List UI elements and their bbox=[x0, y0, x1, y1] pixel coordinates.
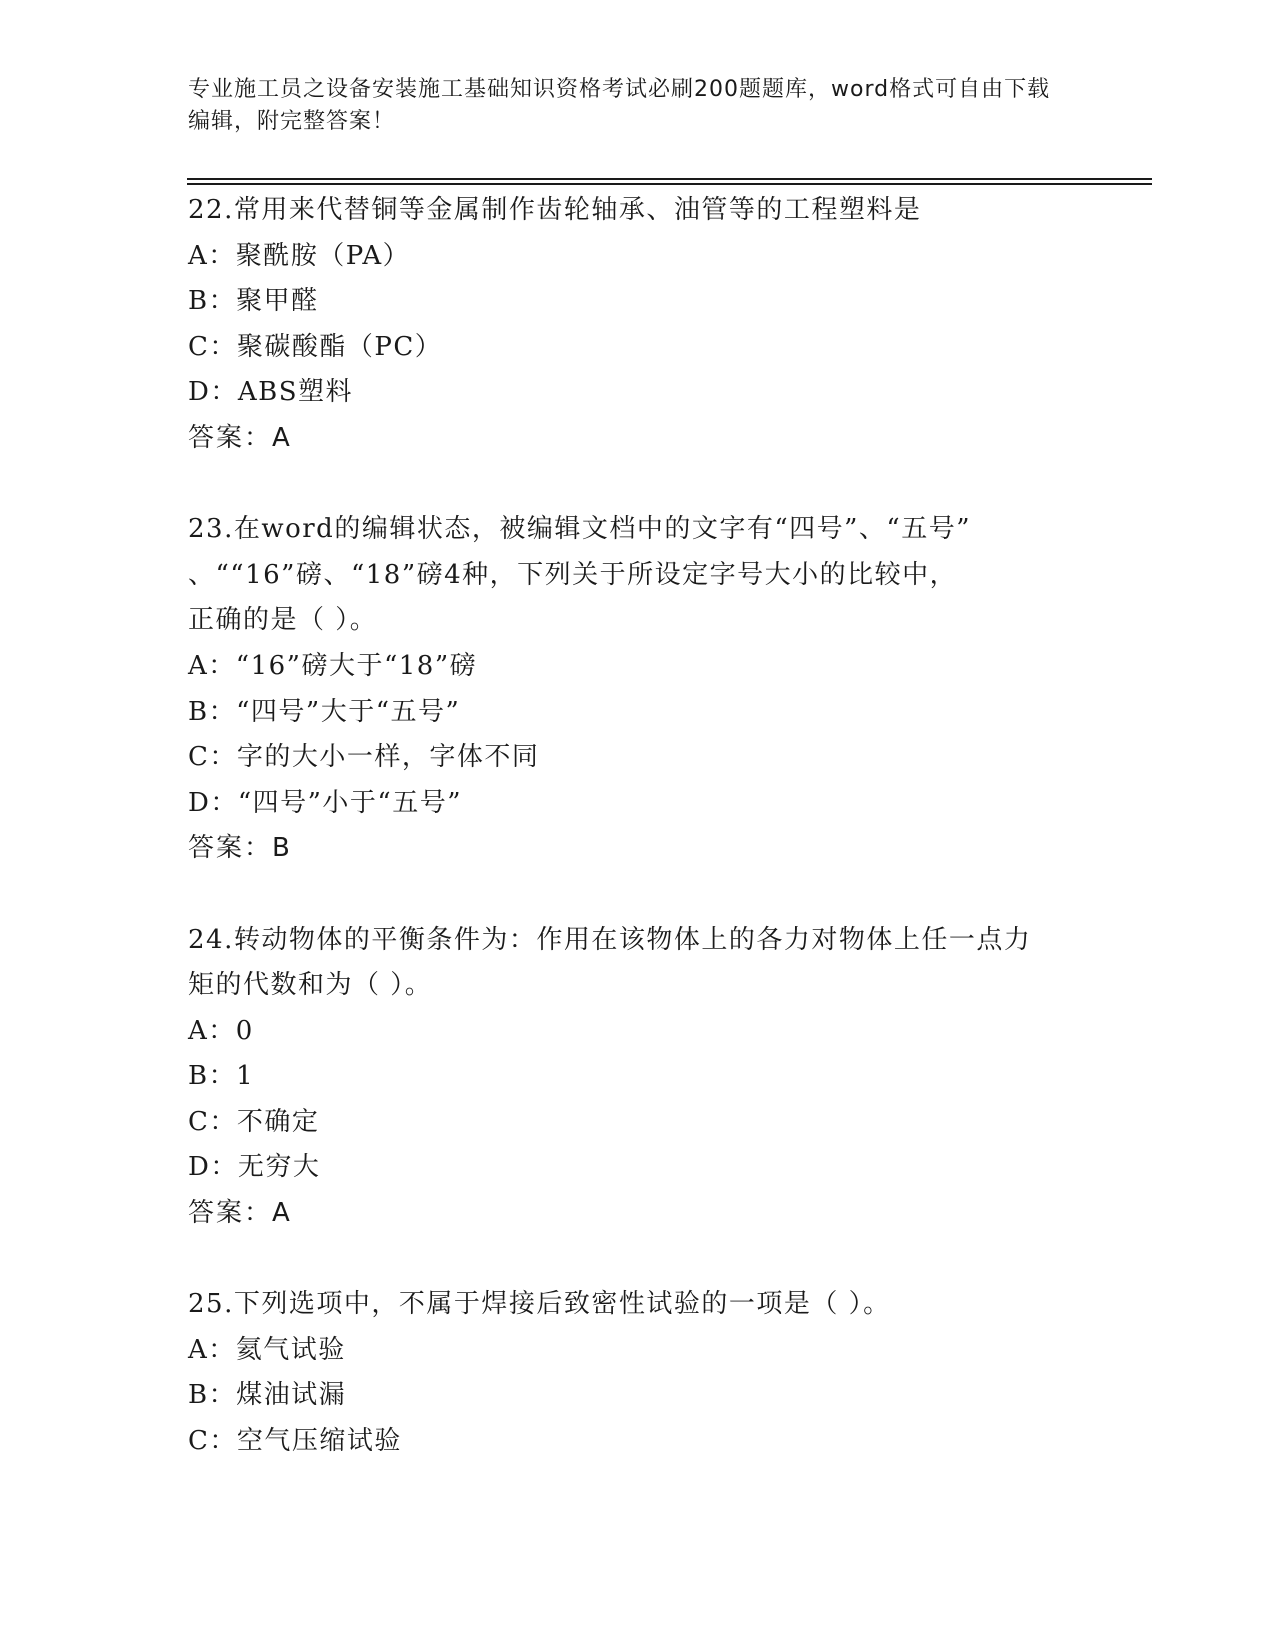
option-b: B：1 bbox=[188, 1061, 255, 1092]
option-a: A：聚酰胺（PA） bbox=[188, 240, 411, 271]
option-c: C：不确定 bbox=[188, 1106, 320, 1137]
option-b: B：“四号”大于“五号” bbox=[188, 696, 461, 727]
option-d: D：ABS塑料 bbox=[188, 377, 354, 408]
option-d: D：“四号”小于“五号” bbox=[188, 787, 463, 818]
question-stem: 22.常用来代替铜等金属制作齿轮轴承、油管等的工程塑料是 bbox=[188, 195, 922, 225]
option-a: A：氦气试验 bbox=[188, 1334, 346, 1365]
option-b: B：聚甲醛 bbox=[188, 286, 319, 317]
answer-line: 答案：A bbox=[188, 1198, 292, 1229]
question-stem-line-1: 23.在word的编辑状态，被编辑文档中的文字有“四号”、“五号” bbox=[188, 514, 971, 545]
question-24 bbox=[188, 918, 1108, 1237]
question-stem-line-3: 正确的是（ ）。 bbox=[188, 605, 378, 636]
document-header: 专业施工员之设备安装施工基础知识资格考试必刷200题题库，word格式可自由下载编辑，附完整答案！ bbox=[188, 77, 1051, 134]
question-stem: 25.下列选项中，不属于焊接后致密性试验的一项是（ ）。 bbox=[188, 1289, 891, 1320]
question-stem-line-2: 、““16”磅、“18”磅4种，下列关于所设定字号大小的比较中， bbox=[188, 559, 958, 590]
question-23 bbox=[188, 507, 1108, 872]
option-b: B：煤油试漏 bbox=[188, 1380, 347, 1411]
option-d: D：无穷大 bbox=[188, 1152, 321, 1183]
header-rule-bottom bbox=[187, 183, 1152, 185]
question-stem-line-2: 矩的代数和为（ ）。 bbox=[188, 970, 433, 1001]
option-c: C：聚碳酸酯（PC） bbox=[188, 331, 443, 362]
answer-line: 答案：B bbox=[188, 833, 292, 864]
question-list bbox=[188, 188, 1108, 1465]
option-a: A：“16”磅大于“18”磅 bbox=[188, 650, 478, 681]
question-25 bbox=[188, 1282, 1108, 1464]
question-stem-line-1: 24.转动物体的平衡条件为：作用在该物体上的各力对物体上任一点力 bbox=[188, 924, 1032, 955]
option-c: C：字的大小一样，字体不同 bbox=[188, 742, 540, 773]
option-c: C：空气压缩试验 bbox=[188, 1426, 402, 1457]
option-a: A：0 bbox=[188, 1015, 254, 1046]
question-22 bbox=[188, 188, 1108, 462]
header-rule-top bbox=[187, 178, 1152, 180]
answer-line: 答案：A bbox=[188, 422, 292, 453]
